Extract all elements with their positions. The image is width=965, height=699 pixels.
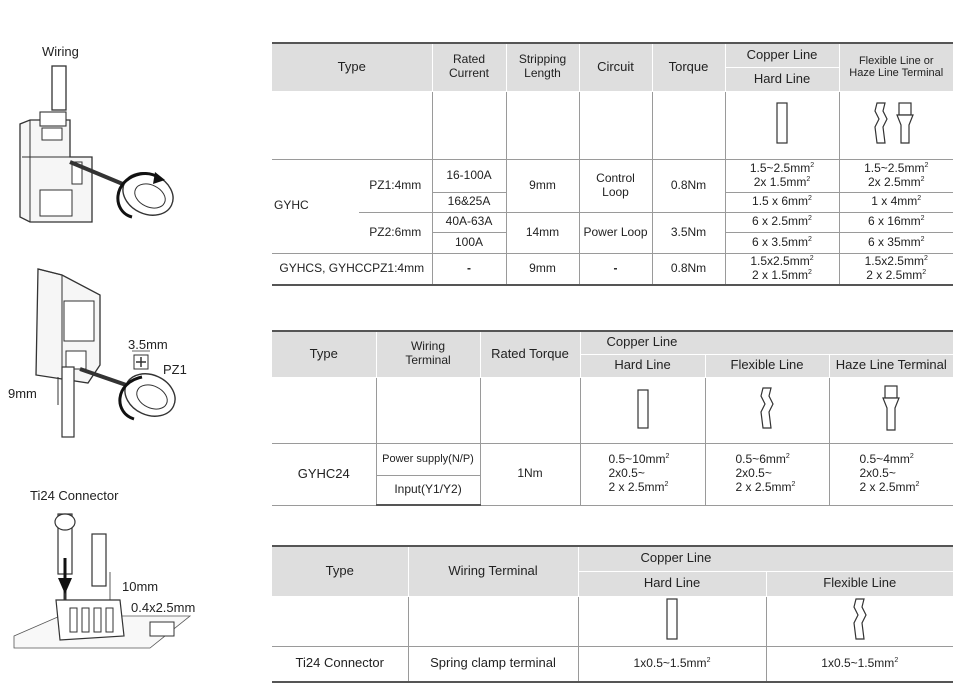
gyhc-spec-table	[272, 42, 953, 286]
r3-hard: 6 x $2.5mm^2$	[725, 212, 839, 232]
flexible-line-icon	[705, 377, 829, 443]
header-rated-current: Rated Current	[432, 43, 506, 91]
header-stripping-length: Stripping Length	[506, 43, 579, 91]
header-wiring-terminal: Wiring Terminal	[376, 331, 480, 377]
strip-14mm: 14mm	[506, 212, 579, 253]
circuit-control-loop: Control Loop	[579, 159, 652, 212]
hard-line-icon	[578, 596, 766, 646]
gyhc24-flex: $0.5\sim 6mm^2$ 2x0.5~ 2 x $2.5mm^2$	[705, 443, 829, 505]
dim-0-4x2-5mm: 0.4x2.5mm	[131, 600, 196, 615]
r5-strip: 9mm	[506, 253, 579, 285]
ti24-flex: $1x0.5\sim 1.5mm^2$	[766, 646, 953, 682]
ti24-figure-title: Ti24 Connector	[30, 488, 119, 503]
dim-10mm: 10mm	[122, 579, 159, 594]
gyhc24-haze: $0.5\sim 4mm^2$ 2x0.5~ 2 x $2.5mm^2$	[829, 443, 953, 505]
header-copper-line: Copper Line	[725, 43, 839, 67]
dim-3-5mm: 3.5mm	[128, 337, 168, 352]
spring-clamp-terminal: Spring clamp terminal	[408, 646, 578, 682]
current-16-100a: 16-100A	[432, 159, 506, 192]
header-flexible-line: Flexible Line	[766, 571, 953, 596]
header-copper-line: Copper Line	[580, 331, 953, 354]
header-copper-line: Copper Line	[578, 546, 953, 571]
wiring-illustration	[0, 62, 200, 242]
r3-flex: 6 x $16mm^2$	[839, 212, 953, 232]
header-circuit: Circuit	[579, 43, 652, 91]
header-hard-line: Hard Line	[580, 354, 705, 377]
torque-3-5nm: 3.5Nm	[652, 212, 725, 253]
header-wiring-terminal: Wiring Terminal	[408, 546, 578, 596]
flexible-line-icon	[766, 596, 953, 646]
r5-current-dash: -	[432, 253, 506, 285]
dim-pz1: PZ1	[163, 362, 187, 377]
r2-hard: 1.5 x $6mm^2$	[725, 192, 839, 212]
header-torque: Torque	[652, 43, 725, 91]
header-type: Type	[272, 546, 408, 596]
wiring-figure-title: Wiring	[42, 44, 79, 59]
rated-torque-1nm: 1Nm	[480, 443, 580, 505]
dimension-illustration	[0, 255, 200, 445]
current-40-63a: 40A-63A	[432, 212, 506, 232]
r5-torque: 0.8Nm	[652, 253, 725, 285]
type-ti24-connector: Ti24 Connector	[272, 646, 408, 682]
ti24-hard: $1x0.5\sim 1.5mm^2$	[578, 646, 766, 682]
hard-line-icon	[580, 377, 705, 443]
torque-0-8nm: 0.8Nm	[652, 159, 725, 212]
current-16-25a: 16&25A	[432, 192, 506, 212]
header-hard-line: Hard Line	[725, 67, 839, 91]
gyhc24-hard: $0.5\sim 10mm^2$ 2x0.5~ 2 x $2.5mm^2$	[580, 443, 705, 505]
header-haze-line-terminal: Haze Line Terminal	[829, 354, 953, 377]
header-type: Type	[272, 43, 432, 91]
dim-9mm: 9mm	[8, 386, 37, 401]
input-y1y2: Input(Y1/Y2)	[376, 475, 480, 505]
header-rated-torque: Rated Torque	[480, 331, 580, 377]
power-supply-np: Power supply(N/P)	[376, 443, 480, 475]
circuit-power-loop: Power Loop	[579, 212, 652, 253]
haze-terminal-icon	[829, 377, 953, 443]
header-type: Type	[272, 331, 376, 377]
r1-flex: $1.5\sim 2.5mm^2$ 2x $2.5mm^2$	[839, 159, 953, 192]
header-flexible-line: Flexible Line	[705, 354, 829, 377]
r4-hard: 6 x $3.5mm^2$	[725, 232, 839, 253]
header-hard-line: Hard Line	[578, 571, 766, 596]
r5-hard: $1.5x2.5mm^2$ 2 x $1.5mm^2$	[725, 253, 839, 285]
ti24-spec-table	[272, 545, 953, 683]
type-gyhc: GYHC	[272, 159, 359, 253]
r4-flex: 6 x $35mm^2$	[839, 232, 953, 253]
type-gyhcs: GYHCS, GYHCCPZ1:4mm	[272, 253, 432, 285]
header-flexible-haze: Flexible Line or Haze Line Terminal	[839, 43, 953, 91]
strip-9mm: 9mm	[506, 159, 579, 212]
r2-flex: 1 x $4mm^2$	[839, 192, 953, 212]
current-100a: 100A	[432, 232, 506, 253]
flexible-haze-icon	[839, 91, 953, 159]
hard-line-icon	[725, 91, 839, 159]
type-gyhc24: GYHC24	[272, 443, 376, 505]
r5-circuit-dash: -	[579, 253, 652, 285]
r5-flex: $1.5x2.5mm^2$ 2 x $2.5mm^2$	[839, 253, 953, 285]
ti24-illustration	[0, 508, 200, 658]
pz2-6mm: PZ2:6mm	[359, 212, 432, 253]
gyhc24-spec-table	[272, 330, 953, 506]
pz1-4mm: PZ1:4mm	[359, 159, 432, 212]
r1-hard: $1.5\sim 2.5mm^2$ 2x $1.5mm^2$	[725, 159, 839, 192]
